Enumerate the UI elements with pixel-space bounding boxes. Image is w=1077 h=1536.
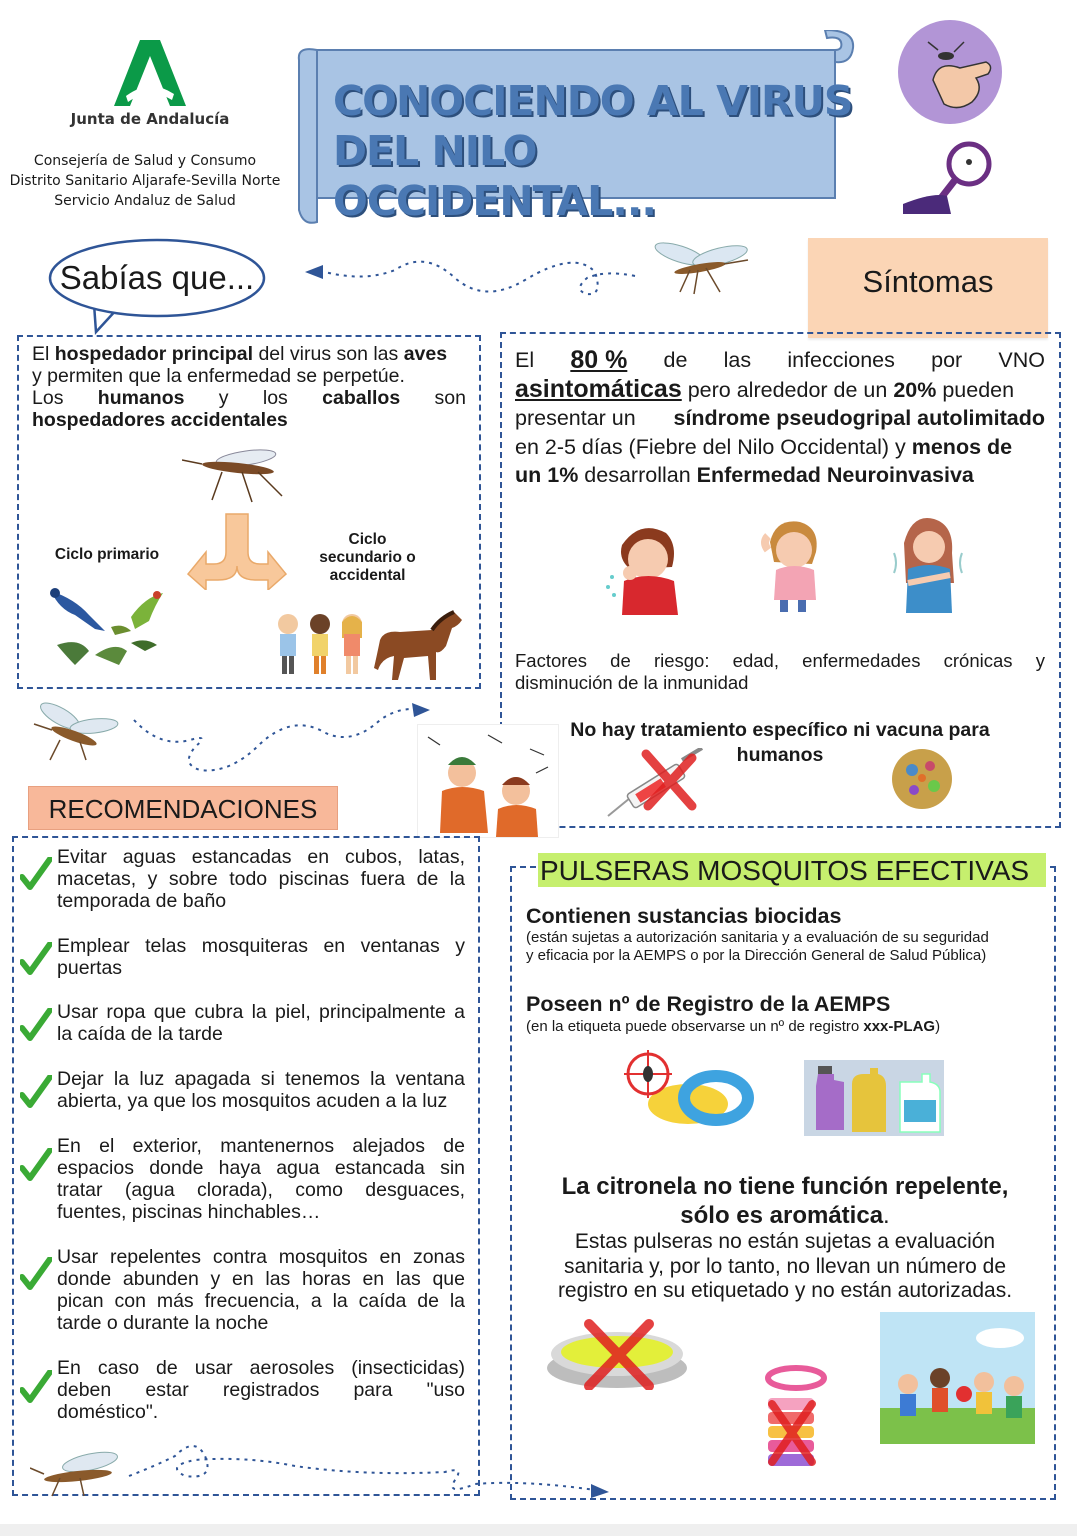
factores-line: disminución de la inmunidad	[515, 672, 749, 693]
explic-line: registro en su etiquetado y no están autorizadas.	[557, 1279, 1013, 1302]
sintomas-line	[515, 375, 1045, 405]
note-line: y eficacia por la AEMPS o por la Dirección General de Salud Pública)	[526, 947, 987, 964]
text-fragment: )	[935, 1018, 941, 1035]
pulseras-header	[538, 853, 1046, 887]
text-fragment: por	[931, 348, 963, 372]
recomendacion-item	[57, 1001, 465, 1045]
rec-line: Usar ropa que cubra la piel, principalmente a	[57, 1001, 465, 1023]
text-fragment: infecciones	[787, 348, 895, 372]
citronela-line	[520, 1201, 1050, 1230]
text-fragment: Enfermedad Neuroinvasiva	[696, 463, 974, 487]
horse-icon	[370, 610, 466, 682]
explic-line: sanitaria y, por lo tanto, no llevan un número de	[563, 1254, 1007, 1278]
mosquito-bite-icon	[898, 20, 1008, 125]
text-fragment: (en la etiqueta puede observarse un nº de registro	[526, 1018, 864, 1035]
text-fragment: humanos	[97, 387, 185, 409]
rec-line: Emplear telas mosquiteras en ventanas y	[57, 935, 465, 957]
note-line: (están sujetas a autorización sanitaria y a evaluación de su seguridad	[526, 929, 989, 946]
org-line: Servicio Andaluz de Salud	[54, 193, 236, 209]
ciclo-line: secundario o	[319, 549, 416, 566]
rec-line: Dejar la luz apagada si tenemos la ventana	[57, 1068, 465, 1090]
dotted-path-decoration	[130, 700, 435, 782]
sabias-line: y permiten que la enfermedad se perpetúe.	[32, 365, 405, 387]
sabias-text	[32, 343, 466, 431]
org-lines	[5, 151, 285, 211]
rec-line: tarde o durante la noche	[57, 1312, 269, 1334]
rec-line: En caso de usar aerosoles (insecticidas)	[57, 1357, 465, 1379]
text-fragment: VNO	[998, 348, 1045, 372]
check-icon	[20, 1148, 52, 1182]
recomendacion-item	[57, 1068, 465, 1112]
recomendaciones-header	[28, 786, 338, 830]
rec-line: Evitar aguas estancadas en cubos, latas,	[57, 846, 465, 868]
factores-line: Factores de riesgo: edad, enfermedades crónicas y	[515, 650, 1045, 671]
recomendacion-item	[57, 1135, 465, 1223]
rec-line: macetas, y sobre todo piscinas fuera de la	[57, 868, 465, 890]
candle-icon	[545, 1318, 690, 1390]
text-fragment: 20%	[893, 377, 937, 402]
text-fragment: desarrollan	[578, 463, 697, 487]
dotted-path-decoration	[305, 240, 645, 306]
rec-line: doméstico".	[57, 1401, 159, 1423]
sintomas-tab	[808, 238, 1048, 338]
mosquito-icon	[182, 438, 286, 504]
citronela-line: La citronela no tiene función repelente,	[561, 1173, 1009, 1200]
text-fragment: pueden	[936, 377, 1015, 402]
sintomas-line	[515, 433, 1045, 462]
recomendacion-item	[57, 1246, 465, 1334]
syringe-icon	[604, 748, 714, 820]
org-name: Junta de Andalucía	[70, 110, 230, 128]
text-fragment: un 1%	[515, 463, 579, 487]
rec-line: En el exterior, mantenernos alejados de	[57, 1135, 465, 1157]
sintomas-text	[515, 346, 1045, 490]
text-fragment: las	[723, 348, 752, 372]
text-fragment: son	[434, 387, 466, 409]
spray-bottle-icon	[804, 1060, 944, 1136]
check-icon	[20, 942, 52, 976]
text-fragment: hospedadores accidentales	[32, 409, 288, 431]
sick-person-icon	[892, 513, 964, 613]
sintomas-line	[515, 461, 1045, 490]
rec-line: donde abunden y en las horas en las que	[57, 1268, 465, 1290]
factores-riesgo	[515, 650, 1045, 694]
children-playing-image	[880, 1312, 1035, 1444]
sintomas-title: Síntomas	[862, 264, 994, 299]
text-fragment: .	[883, 1202, 890, 1229]
text-fragment: El	[32, 343, 55, 365]
sabias-title: Sabías que...	[59, 259, 255, 296]
pulseras-h1: Contienen sustancias biocidas	[526, 904, 842, 928]
text-fragment: caballos	[322, 387, 401, 409]
text-fragment: presentar un	[515, 406, 636, 430]
bottom-margin	[0, 1524, 1077, 1536]
rec-line: tratar (agua clorada), como desguaces,	[57, 1179, 465, 1201]
ciclo-primario-label: Ciclo primario	[54, 546, 160, 563]
recomendaciones-title: RECOMENDACIONES	[48, 794, 318, 824]
mosquito-icon	[30, 1448, 126, 1498]
pulseras-h2-note	[526, 1018, 1046, 1036]
title-line: CONOCIENDO AL VIRUS	[333, 77, 853, 125]
text-fragment: del virus son las	[253, 343, 404, 365]
rec-line: abierta, ya que los mosquitos acuden a la luz	[57, 1090, 448, 1112]
ciclo-secundario-label	[300, 531, 435, 585]
ciclo-line: accidental	[329, 567, 406, 584]
text-fragment: aves	[403, 343, 448, 365]
text-fragment: Los	[32, 387, 64, 409]
sick-person-icon	[756, 512, 828, 612]
virus-icon	[888, 746, 956, 812]
rec-line: fuentes, piscinas hinchables…	[57, 1201, 321, 1223]
check-icon	[20, 1075, 52, 1109]
text-fragment: xxx-PLAG	[863, 1018, 936, 1035]
pulseras-title: PULSERAS MOSQUITOS EFECTIVAS	[540, 855, 1030, 886]
text-fragment: en 2-5 días (Fiebre del Nilo Occidental) y	[515, 434, 912, 459]
sabias-line	[32, 343, 466, 365]
sick-person-icon	[600, 515, 700, 615]
check-icon	[20, 1257, 52, 1291]
rec-line: la caída de la tarde	[57, 1023, 223, 1045]
text-fragment: El	[515, 348, 535, 372]
sabias-line	[32, 387, 466, 409]
text-fragment: sólo es aromática	[680, 1202, 884, 1229]
org-line: Distrito Sanitario Aljarafe-Sevilla Norte	[9, 173, 281, 189]
pulseras-h1-note	[526, 929, 1046, 965]
sintomas-line	[515, 404, 1045, 433]
citronela-explicacion	[520, 1230, 1050, 1304]
page-title	[333, 76, 853, 226]
text-fragment: menos de	[911, 434, 1013, 459]
text-fragment: los	[262, 387, 288, 409]
bird-icon	[45, 585, 170, 680]
pulseras-h2: Poseen nº de Registro de la AEMPS	[526, 992, 891, 1016]
rec-line: espacios donde haya agua estancada sin	[57, 1157, 465, 1179]
mosquito-icon	[650, 238, 750, 296]
recomendacion-item	[57, 1357, 465, 1423]
no-tratamiento-line: humanos	[736, 744, 824, 766]
explic-line: Estas pulseras no están sujetas a evaluación	[574, 1230, 996, 1253]
mosquito-icon	[30, 700, 120, 762]
citronela-title	[520, 1172, 1050, 1230]
ciclo-line: Ciclo	[348, 531, 387, 548]
rec-line: temporada de baño	[57, 890, 227, 912]
bracelet-icon	[750, 1354, 842, 1470]
magnifier-icon	[903, 140, 995, 216]
text-fragment: 80 %	[570, 346, 628, 374]
title-line: DEL NILO OCCIDENTAL...	[333, 127, 657, 225]
text-fragment: síndrome pseudogripal autolimitado	[673, 406, 1045, 430]
recomendacion-item	[57, 846, 465, 912]
rec-line: puertas	[57, 957, 123, 979]
recomendacion-item	[57, 935, 465, 979]
children-icon	[274, 612, 370, 676]
rec-line: deben estar registrados para "uso	[57, 1379, 465, 1401]
text-fragment: pero alrededor de un	[681, 377, 894, 402]
split-arrow-icon	[186, 512, 288, 590]
rec-line: pican con más frecuencia, a la caída de la	[57, 1290, 465, 1312]
check-icon	[20, 857, 52, 891]
text-fragment: asintomáticas	[515, 374, 682, 403]
text-fragment: y	[218, 387, 229, 409]
org-line: Consejería de Salud y Consumo	[33, 153, 257, 169]
text-fragment: de	[663, 348, 688, 372]
no-tratamiento-text	[520, 718, 1040, 768]
check-icon	[20, 1008, 52, 1042]
text-fragment: hospedador principal	[54, 343, 254, 365]
bracelet-icon	[622, 1048, 756, 1128]
no-tratamiento-line: No hay tratamiento específico ni vacuna para	[570, 719, 990, 741]
sabias-bubble	[48, 236, 268, 336]
sintomas-line	[515, 346, 1045, 375]
sabias-line	[32, 409, 466, 431]
rec-line: Usar repelentes contra mosquitos en zonas	[57, 1246, 465, 1268]
junta-andalucia-logo	[112, 38, 188, 108]
check-icon	[20, 1370, 52, 1404]
title-scroll	[295, 30, 855, 230]
